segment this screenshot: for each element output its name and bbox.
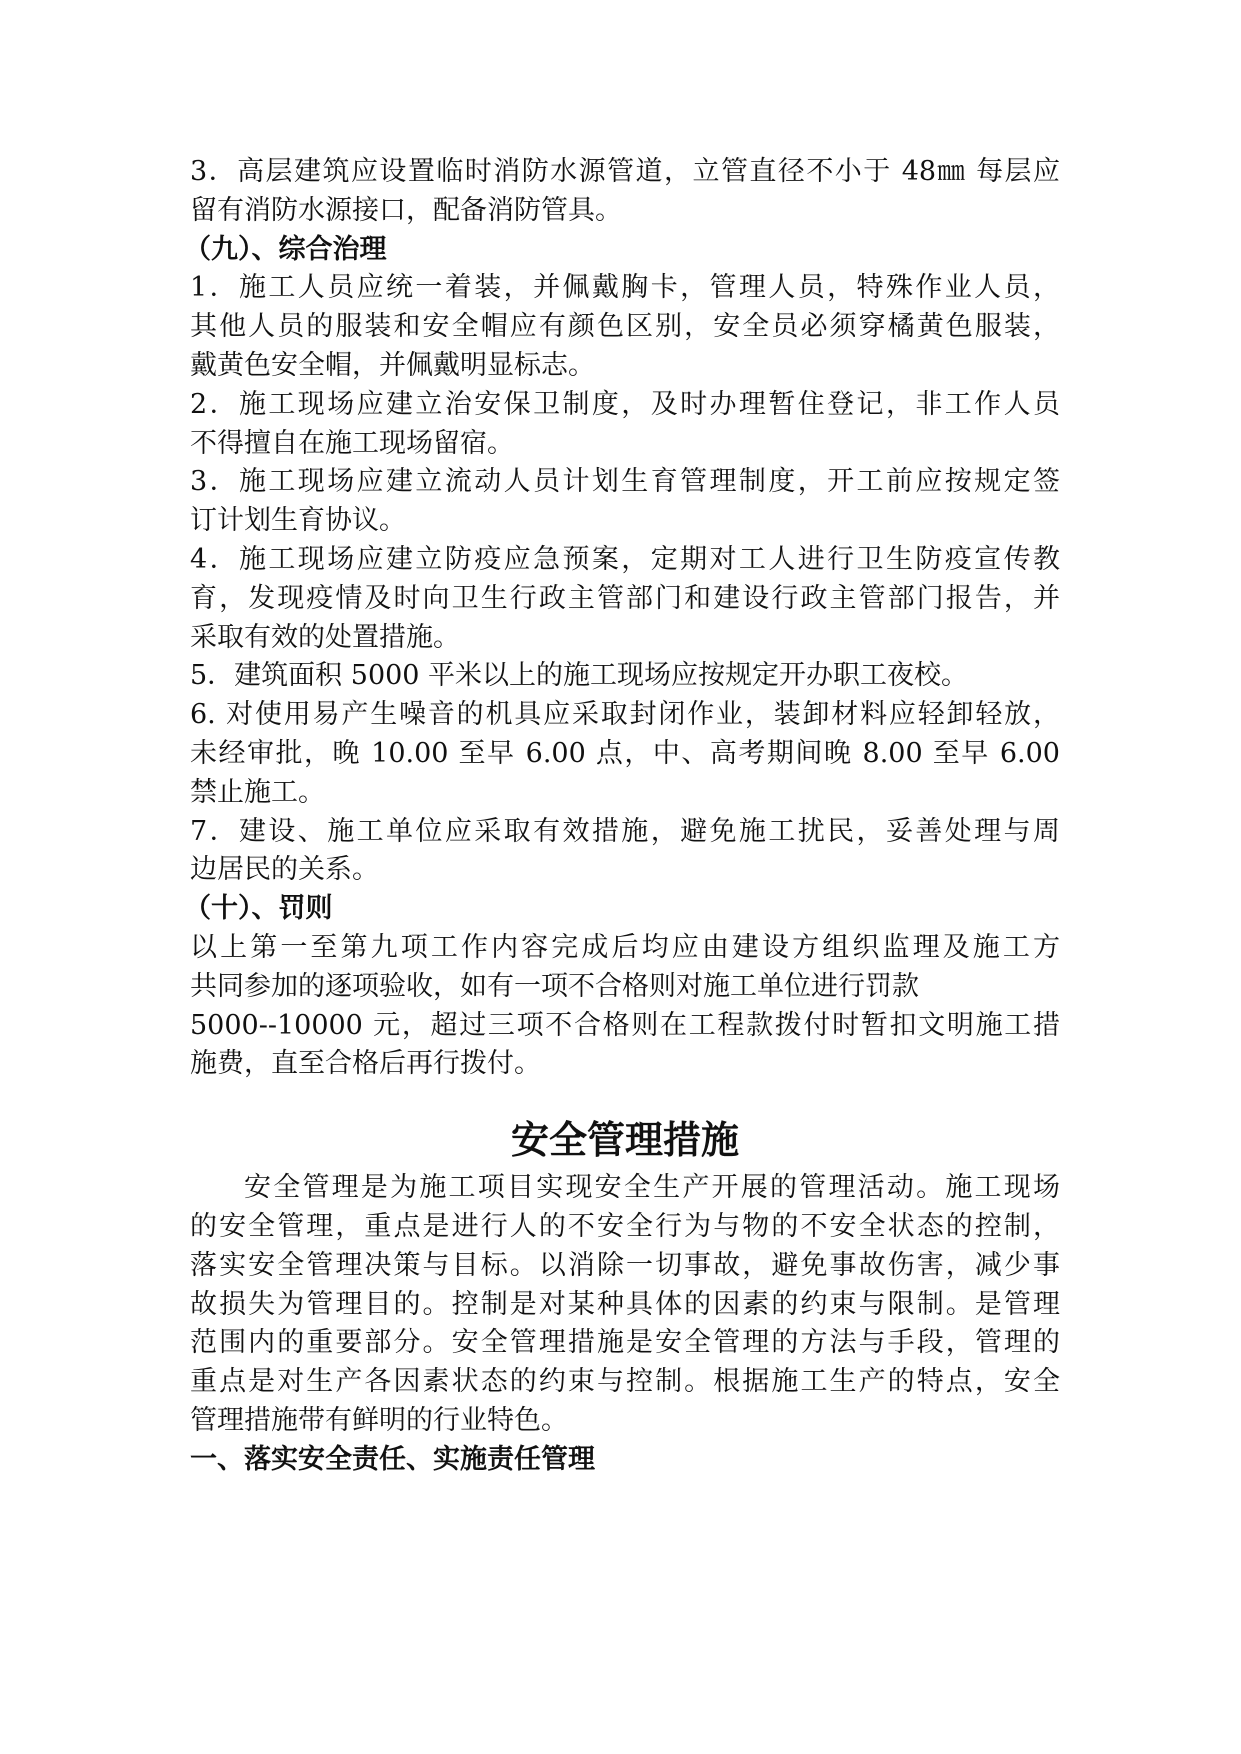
section-10-body xyxy=(190,929,1060,1084)
text-line: 落实安全管理决策与目标。以消除一切事故，避免事故伤害，减少事 xyxy=(190,1249,1060,1281)
text-line: 不得擅自在施工现场留宿。 xyxy=(190,427,514,459)
document-page xyxy=(184,153,1060,1480)
text-line: 6. 对使用易产生噪音的机具应采取封闭作业，装卸材料应轻卸轻放， xyxy=(190,699,1060,731)
section-9-item-7 xyxy=(190,813,1060,891)
section-9-item-1 xyxy=(190,269,1060,385)
text-line: 重点是对生产各因素状态的约束与控制。根据施工生产的特点，安全 xyxy=(190,1366,1060,1398)
text-line: 未经审批，晚 10.00 至早 6.00 点，中、高考期间晚 8.00 至早 6.00 xyxy=(190,737,1060,769)
text-line: 订计划生育协议。 xyxy=(190,505,406,537)
section-9-item-5 xyxy=(190,657,1060,696)
text-line: 管理措施带有鲜明的行业特色。 xyxy=(190,1404,568,1436)
fire-water-item xyxy=(190,153,1060,231)
section-9-item-4 xyxy=(190,541,1060,657)
text-line: 5000--10000 元，超过三项不合格则在工程款拨付时暂扣文明施工措 xyxy=(190,1009,1060,1041)
text-line: 范围内的重要部分。安全管理措施是安全管理的方法与手段，管理的 xyxy=(190,1327,1060,1359)
safety-management-title: 安全管理措施 xyxy=(510,1117,739,1163)
text-line: 采取有效的处置措施。 xyxy=(190,621,460,653)
section-9-item-6 xyxy=(190,696,1060,812)
text-line: 故损失为管理目的。控制是对某种具体的因素的约束与限制。是管理 xyxy=(190,1288,1060,1320)
text-line: 4．施工现场应建立防疫应急预案，定期对工人进行卫生防疫宣传教 xyxy=(190,543,1060,575)
text-line: 7．建设、施工单位应采取有效措施，避免施工扰民，妥善处理与周 xyxy=(190,815,1060,847)
text-line: 5．建筑面积 5000 平米以上的施工现场应按规定开办职工夜校。 xyxy=(190,660,969,692)
text-line: 边居民的关系。 xyxy=(190,854,379,886)
section-10-heading: （十）、罚则 xyxy=(184,893,333,925)
section-9-item-3 xyxy=(190,463,1060,541)
responsibility-heading: 一、落实安全责任、实施责任管理 xyxy=(190,1443,595,1475)
text-line: 戴黄色安全帽，并佩戴明显标志。 xyxy=(190,349,595,381)
text-line: 育，发现疫情及时向卫生行政主管部门和建设行政主管部门报告，并 xyxy=(190,582,1060,614)
text-line: 1．施工人员应统一着装，并佩戴胸卡，管理人员，特殊作业人员， xyxy=(190,272,1060,304)
safety-intro-paragraph xyxy=(190,1169,1060,1441)
section-9-item-2 xyxy=(190,386,1060,464)
text-line: 共同参加的逐项验收，如有一项不合格则对施工单位进行罚款 xyxy=(190,970,919,1002)
text-line: 其他人员的服装和安全帽应有颜色区别，安全员必须穿橘黄色服装， xyxy=(190,311,1060,343)
text-line: 安全管理是为施工项目实现安全生产开展的管理活动。施工现场 xyxy=(244,1172,1060,1204)
text-line: 2．施工现场应建立治安保卫制度，及时办理暂住登记，非工作人员 xyxy=(190,388,1060,420)
text-line: 施费，直至合格后再行拨付。 xyxy=(190,1048,541,1080)
text-line: 留有消防水源接口，配备消防管具。 xyxy=(190,194,622,226)
text-line: 以上第一至第九项工作内容完成后均应由建设方组织监理及施工方 xyxy=(190,931,1060,963)
text-line: 的安全管理，重点是进行人的不安全行为与物的不安全状态的控制， xyxy=(190,1210,1060,1242)
section-9-heading: （九）、综合治理 xyxy=(184,233,387,265)
text-line: 3．高层建筑应设置临时消防水源管道，立管直径不小于 48㎜ 每层应 xyxy=(190,156,1060,187)
text-line: 3．施工现场应建立流动人员计划生育管理制度，开工前应按规定签 xyxy=(190,466,1060,498)
text-line: 禁止施工。 xyxy=(190,776,325,808)
